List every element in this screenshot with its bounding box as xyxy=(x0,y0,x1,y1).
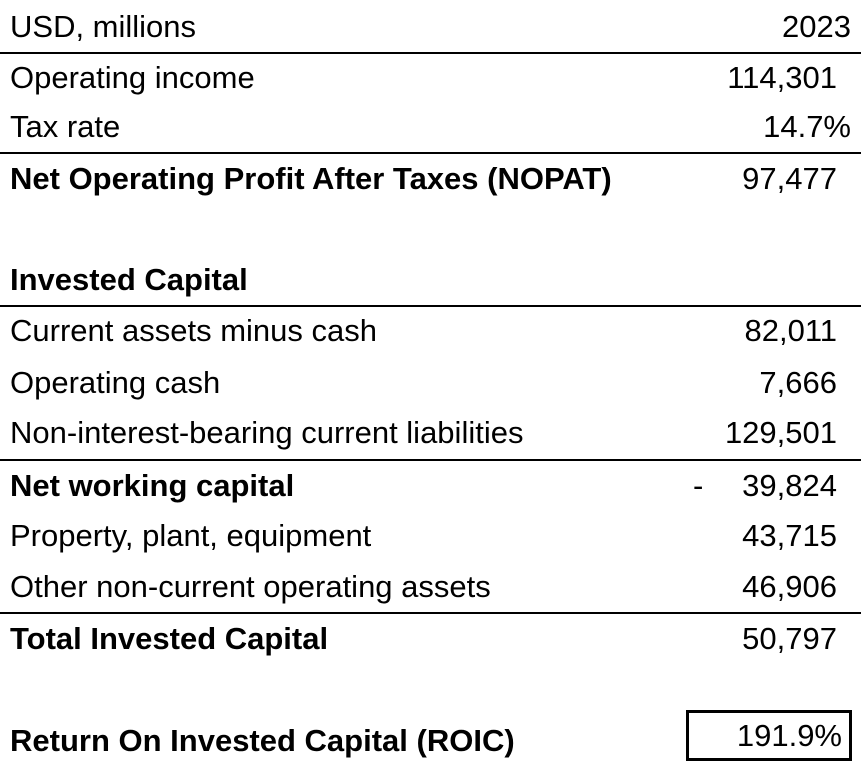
net-working-capital-value: 39,824 xyxy=(742,468,837,503)
total-invested-capital-row xyxy=(0,614,861,664)
nopat-value: 97,477 xyxy=(742,161,837,196)
units-label: USD, millions xyxy=(10,9,197,44)
other-noncurrent-label: Other non-current operating assets xyxy=(10,569,491,604)
roic-label: Return On Invested Capital (ROIC) xyxy=(10,723,515,758)
operating-income-value: 114,301 xyxy=(727,60,837,95)
other-noncurrent-row xyxy=(0,562,861,612)
year-header: 2023 xyxy=(782,9,851,44)
header-row xyxy=(0,2,861,52)
roic-value-box xyxy=(686,710,852,761)
nib-liabilities-label: Non-interest-bearing current liabilities xyxy=(10,415,524,450)
current-assets-row xyxy=(0,306,861,356)
invested-capital-heading: Invested Capital xyxy=(10,262,248,297)
ppe-label: Property, plant, equipment xyxy=(10,518,372,553)
nib-liabilities-value: 129,501 xyxy=(724,415,837,450)
operating-income-row xyxy=(0,53,861,103)
net-working-capital-sign: - xyxy=(693,468,704,503)
operating-cash-value: 7,666 xyxy=(759,365,837,400)
nib-liabilities-row xyxy=(0,408,861,458)
invested-capital-heading-row xyxy=(0,255,861,305)
total-invested-capital-value: 50,797 xyxy=(742,621,837,656)
net-working-capital-label: Net working capital xyxy=(10,468,295,503)
operating-cash-label: Operating cash xyxy=(10,365,221,400)
tax-rate-row xyxy=(0,102,861,152)
nopat-row xyxy=(0,154,861,204)
net-working-capital-row xyxy=(0,461,861,511)
tax-rate-value: 14.7% xyxy=(763,109,851,144)
operating-income-label: Operating income xyxy=(10,60,255,95)
ppe-row xyxy=(0,511,861,561)
nopat-label: Net Operating Profit After Taxes (NOPAT) xyxy=(10,161,612,196)
total-invested-capital-label: Total Invested Capital xyxy=(10,621,329,656)
current-assets-value: 82,011 xyxy=(744,313,837,348)
roic-value: 191.9% xyxy=(736,718,842,753)
tax-rate-label: Tax rate xyxy=(10,109,121,144)
operating-cash-row xyxy=(0,358,861,408)
current-assets-label: Current assets minus cash xyxy=(10,313,377,348)
ppe-value: 43,715 xyxy=(742,518,837,553)
other-noncurrent-value: 46,906 xyxy=(742,569,837,604)
